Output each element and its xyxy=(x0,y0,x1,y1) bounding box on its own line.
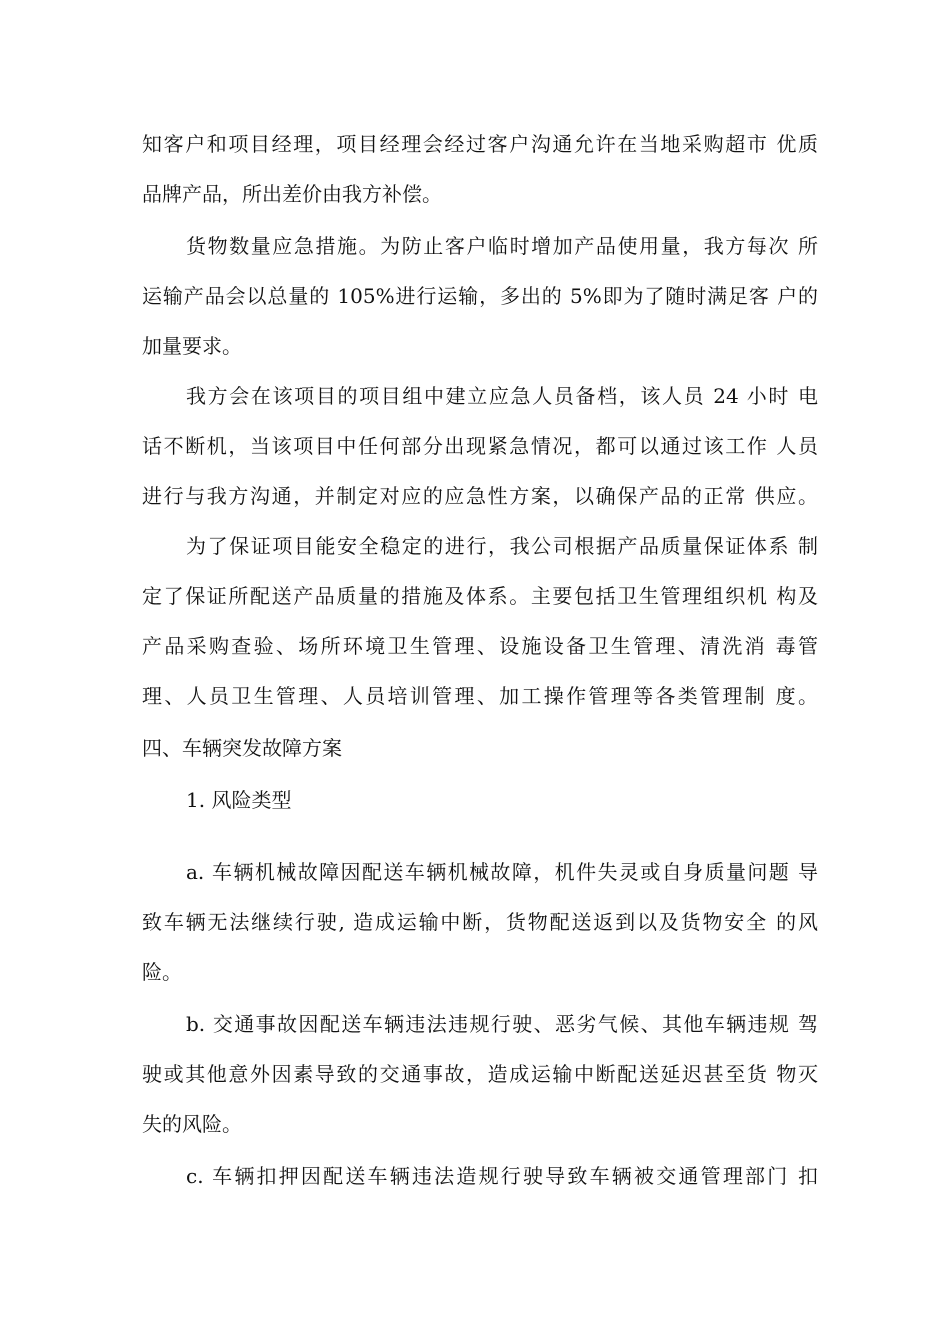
paragraph-line: a. 车辆机械故障因配送车辆机械故障，机件失灵或自身质量问题 导 xyxy=(186,860,818,884)
list-item-heading: 1. 风险类型 xyxy=(186,788,292,812)
paragraph-line: 产品采购查验、场所环境卫生管理、设施设备卫生管理、清洗消 毒管 xyxy=(142,634,818,658)
paragraph-line: 驶或其他意外因素导致的交通事故，造成运输中断配送延迟甚至货 物灭 xyxy=(142,1062,818,1086)
paragraph-line: 定了保证所配送产品质量的措施及体系。主要包括卫生管理组织机 构及 xyxy=(142,584,818,608)
paragraph-line: 话不断机，当该项目中任何部分出现紧急情况，都可以通过该工作 人员 xyxy=(142,434,818,458)
paragraph-line: 品牌产品，所出差价由我方补偿。 xyxy=(142,182,442,206)
paragraph-line: b. 交通事故因配送车辆违法违规行驶、恶劣气候、其他车辆违规 驾 xyxy=(186,1012,818,1036)
paragraph-line: c. 车辆扣押因配送车辆违法造规行驶导致车辆被交通管理部门 扣 xyxy=(186,1164,818,1188)
paragraph-line: 失的风险。 xyxy=(142,1112,242,1136)
paragraph-line: 为了保证项目能安全稳定的进行，我公司根据产品质量保证体系 制 xyxy=(186,534,818,558)
paragraph-line: 知客户和项目经理，项目经理会经过客户沟通允许在当地采购超市 优质 xyxy=(142,132,818,156)
section-heading: 四、车辆突发故障方案 xyxy=(142,736,342,760)
paragraph-line: 加量要求。 xyxy=(142,334,242,358)
paragraph-line: 运输产品会以总量的 105%进行运输，多出的 5%即为了随时满足客 户的 xyxy=(142,284,818,308)
paragraph-line: 我方会在该项目的项目组中建立应急人员备档，该人员 24 小时 电 xyxy=(186,384,818,408)
paragraph-line: 致车辆无法继续行驶, 造成运输中断，货物配送返到以及货物安全 的风 xyxy=(142,910,818,934)
paragraph-line: 进行与我方沟通，并制定对应的应急性方案，以确保产品的正常 供应。 xyxy=(142,484,818,508)
paragraph-line: 理、人员卫生管理、人员培训管理、加工操作管理等各类管理制 度。 xyxy=(142,684,818,708)
paragraph-line: 险。 xyxy=(142,960,182,984)
paragraph-line: 货物数量应急措施。为防止客户临时增加产品使用量，我方每次 所 xyxy=(186,234,818,258)
